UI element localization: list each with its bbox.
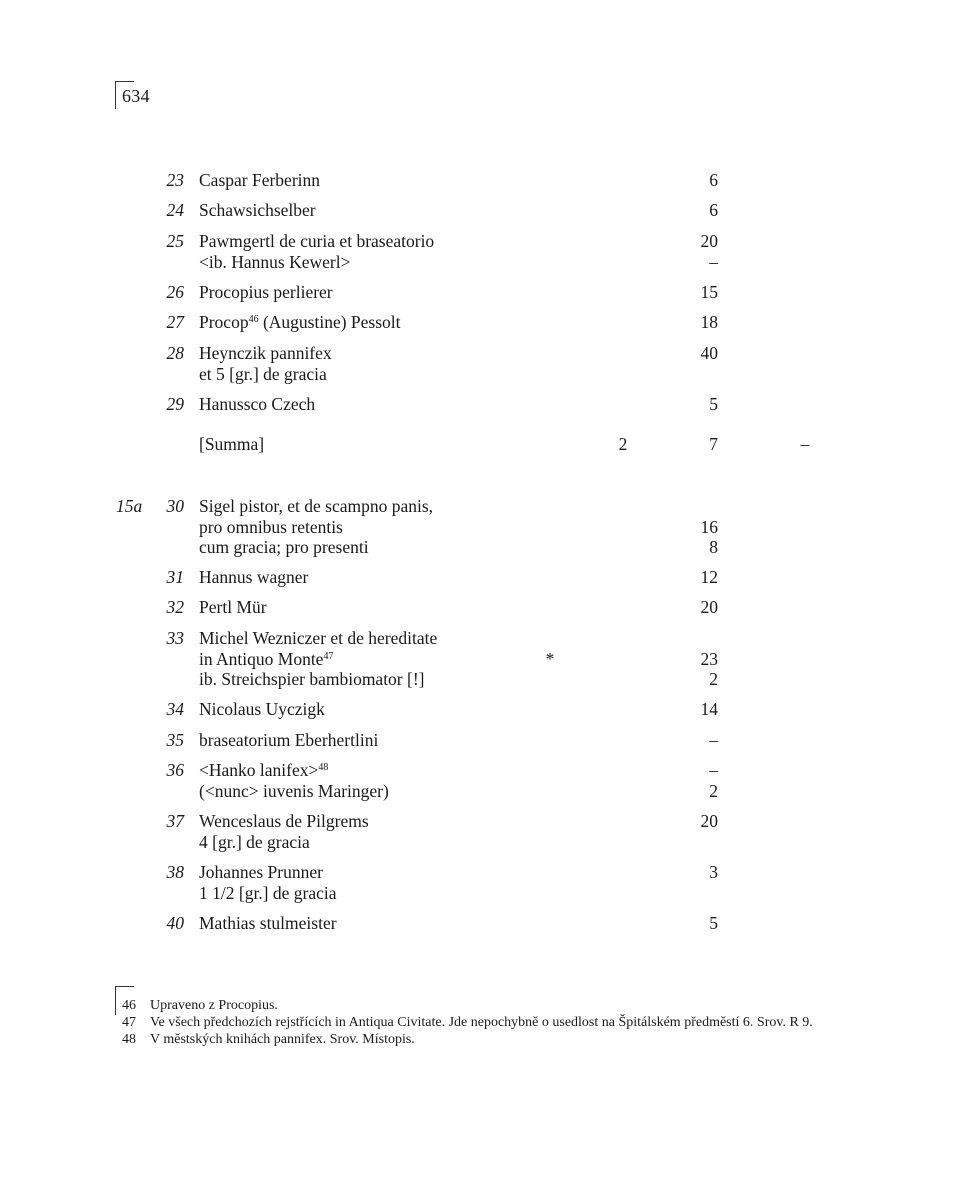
entry-name-part: <Hanko lanifex> [199, 760, 319, 780]
entry-value: 2 [709, 669, 718, 689]
entry-value: – [709, 760, 718, 780]
entry-name: Hannus wagner [199, 567, 309, 587]
entry-name: Michel Wezniczer et de hereditate [199, 628, 438, 648]
footnote-text: V městských knihách pannifex. Srov. Místopis. [150, 1032, 415, 1047]
entry-name: Mathias stulmeister [199, 913, 337, 933]
summa-col3: – [800, 434, 810, 454]
entry-name: Johannes Prunner [199, 862, 323, 882]
footnote-text: Ve všech předchozích rejstřících in Antiqua Civitate. Jde nepochybně o usedlost na Špitálském předměstí 6. Srov. R 9. [150, 1015, 813, 1030]
entry-value: – [709, 730, 718, 750]
entry-number: 27 [166, 312, 184, 332]
entry-name-part: in Antiquo Monte [199, 648, 324, 669]
entry-name-cont: cum gracia; pro presenti [199, 537, 369, 557]
asterisk-mark: * [545, 648, 555, 669]
entry-value: – [709, 251, 718, 272]
entry-value: 3 [709, 862, 718, 882]
summa-value: 7 [709, 434, 718, 454]
entry-name: Caspar Ferberinn [199, 170, 321, 190]
footnote [0, 997, 960, 1014]
entry-number: 33 [166, 628, 184, 648]
footnote-ref: 48 [318, 762, 329, 773]
entry-number: 24 [166, 200, 184, 220]
entry-value [660, 496, 718, 517]
entry-number: 25 [166, 231, 184, 251]
entry-name-cont: pro omnibus retentis [199, 516, 343, 537]
entry-value: 20 [700, 231, 718, 251]
entry-name-cont: <ib. Hannus Kewerl> [199, 251, 351, 272]
entry-number: 35 [166, 730, 184, 750]
entry-name-cont [199, 649, 529, 670]
entry-name-part: Procop [199, 312, 249, 332]
entry-value [660, 628, 718, 649]
entry-name: Sigel pistor, et de scampno panis, [199, 496, 434, 516]
entry-name [199, 760, 529, 781]
entry-number: 32 [166, 597, 184, 617]
entry-name [199, 312, 529, 333]
entry-name: Hanussco Czech [199, 394, 316, 414]
entry-number: 34 [166, 699, 184, 719]
footnote-number: 46 [122, 998, 136, 1013]
entry-number: 23 [166, 170, 184, 190]
entry-name-cont: et 5 [gr.] de gracia [199, 363, 327, 384]
entry-value: 16 [700, 516, 718, 537]
entry-value: 15 [700, 282, 718, 302]
folio-mark: 15a [116, 496, 143, 516]
entry-value: 5 [709, 913, 718, 933]
summa-col2: 2 [618, 434, 628, 454]
entry-name: Wenceslaus de Pilgrems [199, 811, 369, 831]
entry-name: Schawsichselber [199, 200, 316, 220]
entry-value: 23 [700, 648, 718, 669]
entry-value: 8 [709, 537, 718, 557]
entry-value: 18 [700, 312, 718, 332]
footnote-text: Upraveno z Procopius. [150, 998, 278, 1013]
entry-name-part: (Augustine) Pessolt [262, 312, 401, 332]
entry-number: 36 [166, 760, 184, 780]
entry-number: 28 [166, 343, 184, 363]
footnote-number: 47 [122, 1015, 136, 1030]
footnote-number: 48 [122, 1032, 136, 1047]
entry-number: 29 [166, 394, 184, 414]
entry-value: 12 [700, 567, 718, 587]
entry-number: 37 [166, 811, 184, 831]
entry-value: 6 [709, 170, 718, 190]
entry-name-cont: ib. Streichspier bambiomator [!] [199, 669, 425, 689]
entry-value: 20 [700, 597, 718, 617]
entry-name: braseatorium Eberhertlini [199, 730, 379, 750]
entry-name-cont: (<nunc> iuvenis Maringer) [199, 780, 389, 801]
entry-value: 6 [709, 200, 718, 220]
entry-value: 40 [700, 343, 718, 363]
entry-name: Pertl Mür [199, 597, 267, 617]
footnote-ref: 47 [323, 650, 334, 662]
entry-name-cont: 1 1/2 [gr.] de gracia [199, 882, 337, 903]
entry-value: 14 [700, 699, 718, 719]
entry-value: 5 [709, 394, 718, 414]
footnote [0, 1014, 960, 1031]
entry-value: 2 [709, 780, 718, 801]
summa-label: [Summa] [199, 434, 265, 454]
footnote-ref: 46 [248, 314, 259, 325]
entry-number: 26 [166, 282, 184, 302]
entry-name: Procopius perlierer [199, 282, 333, 302]
entry-name: Pawmgertl de curia et braseatorio [199, 231, 435, 251]
entry-number: 31 [166, 567, 184, 587]
entry-number: 38 [166, 862, 184, 882]
entry-number: 40 [166, 913, 184, 933]
entry-name: Nicolaus Uyczigk [199, 699, 325, 719]
entry-number: 30 [166, 496, 184, 516]
entry-name-cont: 4 [gr.] de gracia [199, 831, 310, 852]
footnotes [0, 997, 960, 1048]
entry-name: Heynczik pannifex [199, 343, 332, 363]
entry-value: 20 [700, 811, 718, 831]
footnote [0, 1031, 960, 1048]
page-number: 634 [122, 86, 150, 106]
